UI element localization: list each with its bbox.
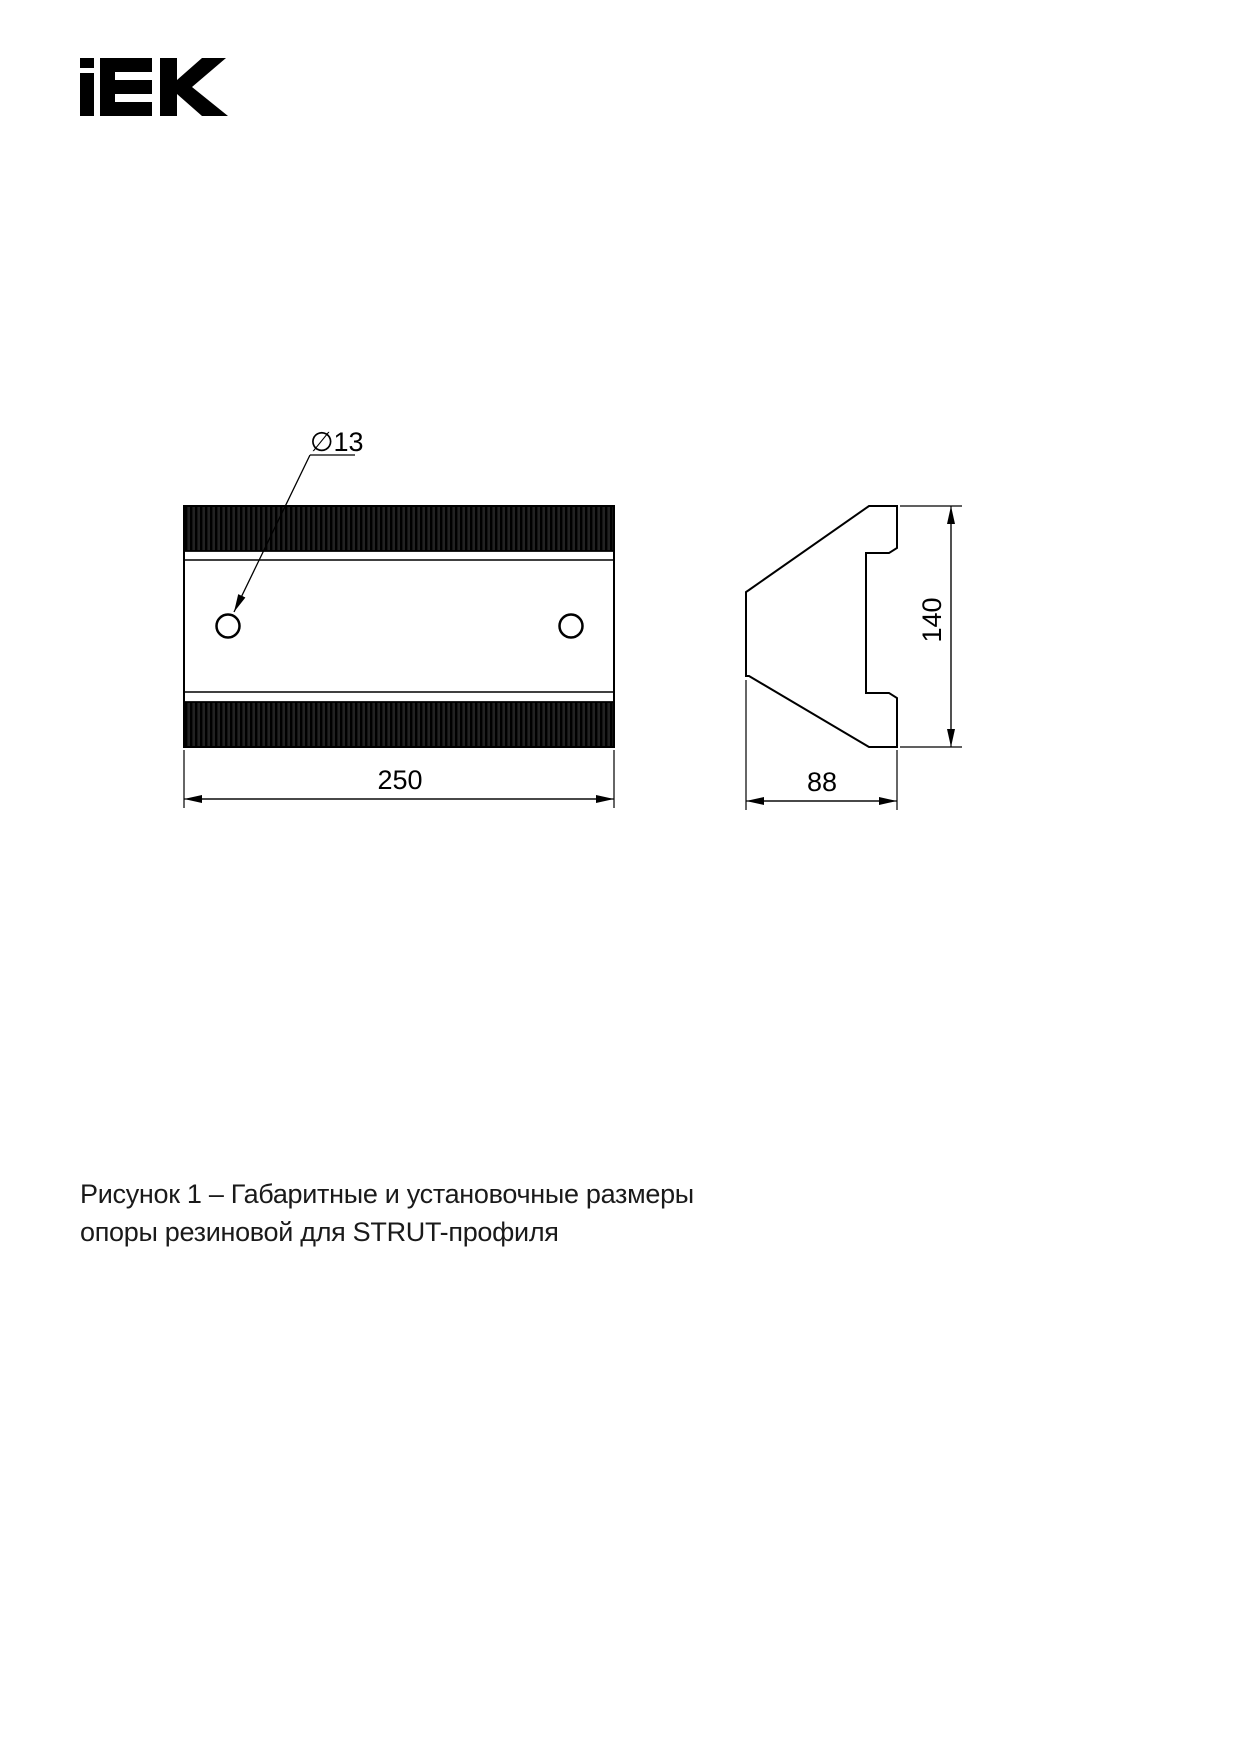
top-ribbed-band xyxy=(184,506,614,551)
front-view xyxy=(184,455,614,808)
depth-dimension-label: 88 xyxy=(806,767,838,797)
caption-line-1: Рисунок 1 – Габаритные и установочные размеры xyxy=(80,1179,694,1209)
caption-line-2: опоры резиновой для STRUT-профиля xyxy=(80,1217,559,1247)
bottom-ribbed-band xyxy=(184,702,614,747)
mounting-hole-left xyxy=(217,615,240,638)
side-view xyxy=(746,506,962,810)
mounting-hole-right xyxy=(560,615,583,638)
hole-diameter-label: ∅13 xyxy=(310,427,364,457)
height-dimension-label: 140 xyxy=(917,597,947,643)
length-dimension-label: 250 xyxy=(377,765,423,795)
figure-caption xyxy=(80,1175,980,1251)
